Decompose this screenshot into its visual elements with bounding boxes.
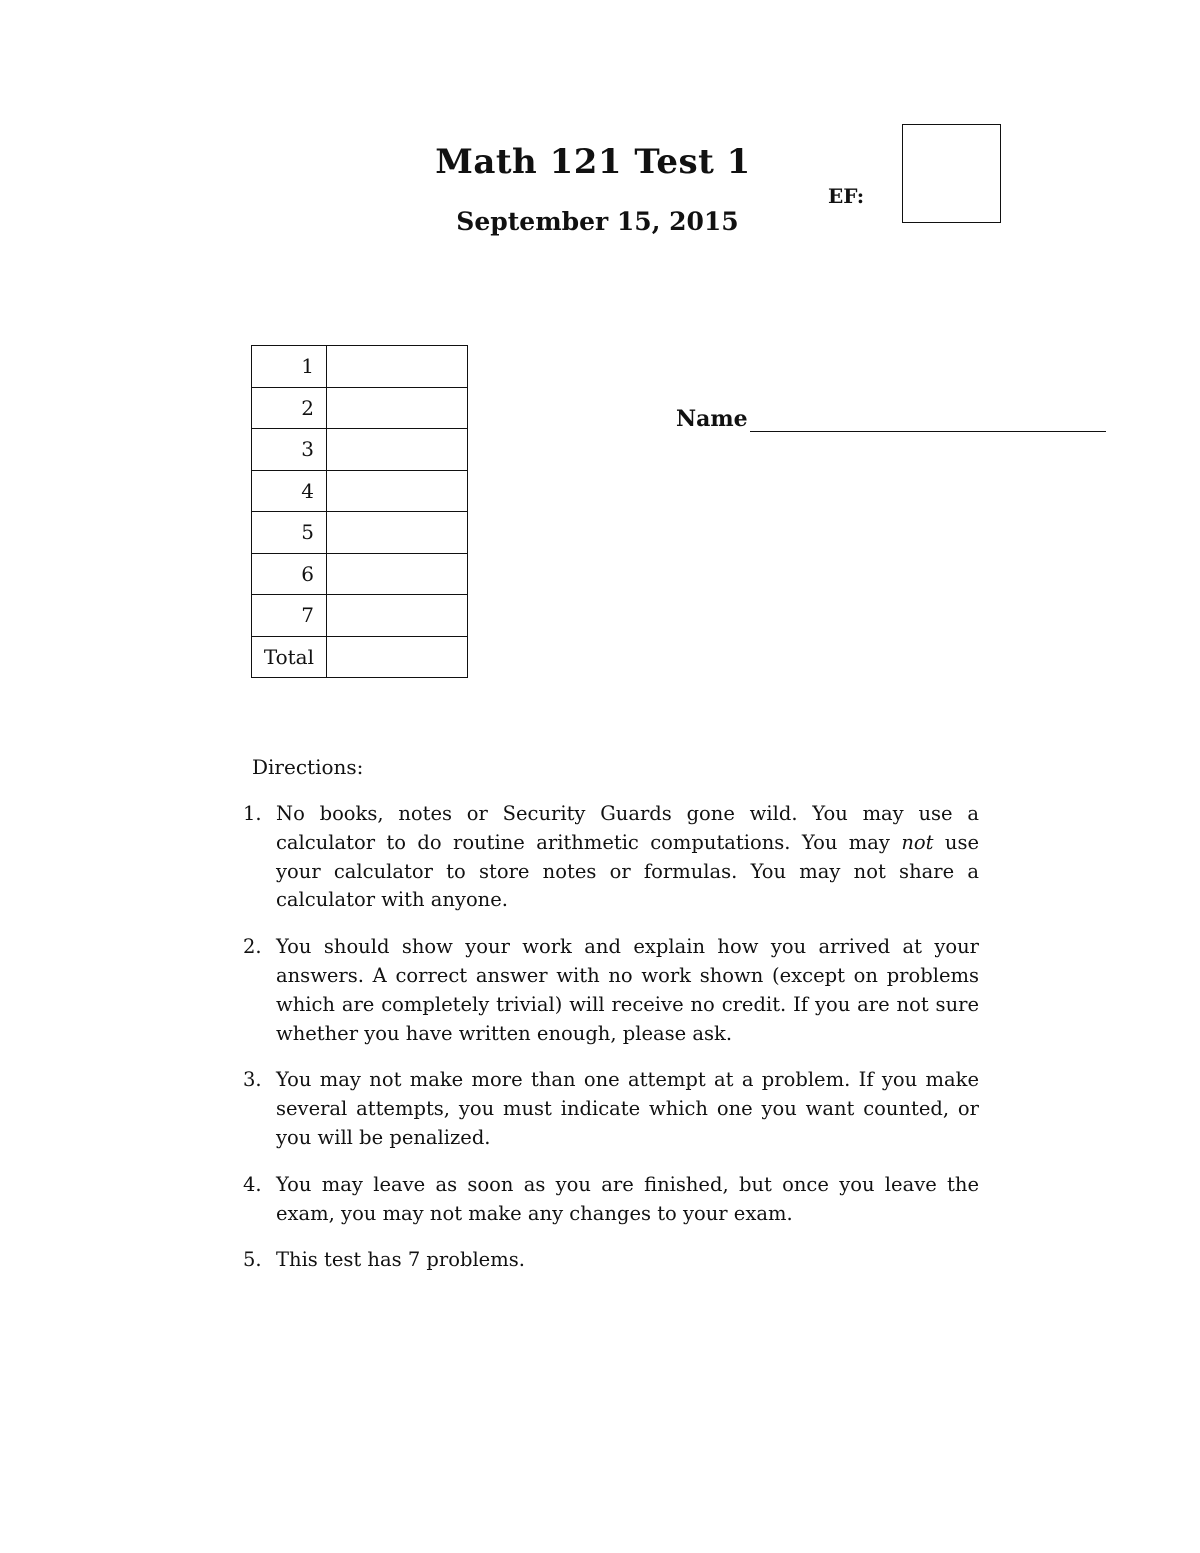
item-text: This test has 7 problems. bbox=[276, 1248, 525, 1272]
score-cell bbox=[327, 553, 468, 595]
table-row bbox=[252, 470, 468, 512]
item-number: 1. bbox=[243, 802, 262, 825]
score-cell bbox=[327, 595, 468, 637]
ef-box bbox=[902, 124, 1001, 223]
list-item bbox=[243, 933, 979, 1048]
list-item bbox=[243, 1171, 979, 1229]
problem-label: 2 bbox=[252, 387, 327, 429]
directions-heading: Directions: bbox=[252, 755, 364, 779]
item-text: No books, notes or Security Guards gone wild. You may use a calculator to do routine arithmetic computations. You may bbox=[276, 802, 979, 854]
page-title: Math 121 Test 1 bbox=[435, 142, 751, 182]
score-cell bbox=[327, 470, 468, 512]
table-row bbox=[252, 387, 468, 429]
table-row bbox=[252, 512, 468, 554]
problem-label: 6 bbox=[252, 553, 327, 595]
total-score-cell bbox=[327, 636, 468, 678]
item-text: use your calculator to store notes or formulas. You may not share a calculator with anyone. bbox=[276, 830, 979, 912]
name-line bbox=[750, 409, 1106, 432]
score-cell bbox=[327, 512, 468, 554]
table-row bbox=[252, 636, 468, 678]
item-emphasis: not bbox=[901, 830, 934, 854]
list-item bbox=[243, 1246, 979, 1275]
score-cell bbox=[327, 429, 468, 471]
problem-label: 3 bbox=[252, 429, 327, 471]
table-row bbox=[252, 553, 468, 595]
score-table bbox=[251, 345, 468, 678]
score-cell bbox=[327, 346, 468, 388]
name-label: Name bbox=[676, 406, 748, 432]
test-date: September 15, 2015 bbox=[456, 207, 739, 236]
ef-label: EF: bbox=[828, 184, 865, 208]
list-item bbox=[243, 1066, 979, 1152]
item-text: You may not make more than one attempt at a problem. If you make several attempts, you must indicate which one you want counted, or you will be penalized. bbox=[276, 1068, 979, 1149]
problem-label: 5 bbox=[252, 512, 327, 554]
total-label: Total bbox=[252, 636, 327, 678]
item-text: You may leave as soon as you are finished, but once you leave the exam, you may not make any changes to your exam. bbox=[276, 1172, 979, 1225]
item-number: 5. bbox=[243, 1248, 262, 1272]
item-number: 4. bbox=[243, 1172, 262, 1196]
score-cell bbox=[327, 387, 468, 429]
directions-list bbox=[243, 800, 979, 1293]
list-item bbox=[243, 800, 979, 915]
item-number: 3. bbox=[243, 1068, 262, 1092]
item-text: You should show your work and explain how you arrived at your answers. A correct answer with no work shown (except on problems which are completely trivial) will receive no credit. If you are not sure whether you have written enough, please ask. bbox=[276, 935, 979, 1045]
item-number: 2. bbox=[243, 935, 262, 959]
name-field bbox=[676, 406, 1106, 432]
problem-label: 1 bbox=[252, 346, 327, 388]
table-row bbox=[252, 346, 468, 388]
table-row bbox=[252, 429, 468, 471]
problem-label: 7 bbox=[252, 595, 327, 637]
table-row bbox=[252, 595, 468, 637]
problem-label: 4 bbox=[252, 470, 327, 512]
